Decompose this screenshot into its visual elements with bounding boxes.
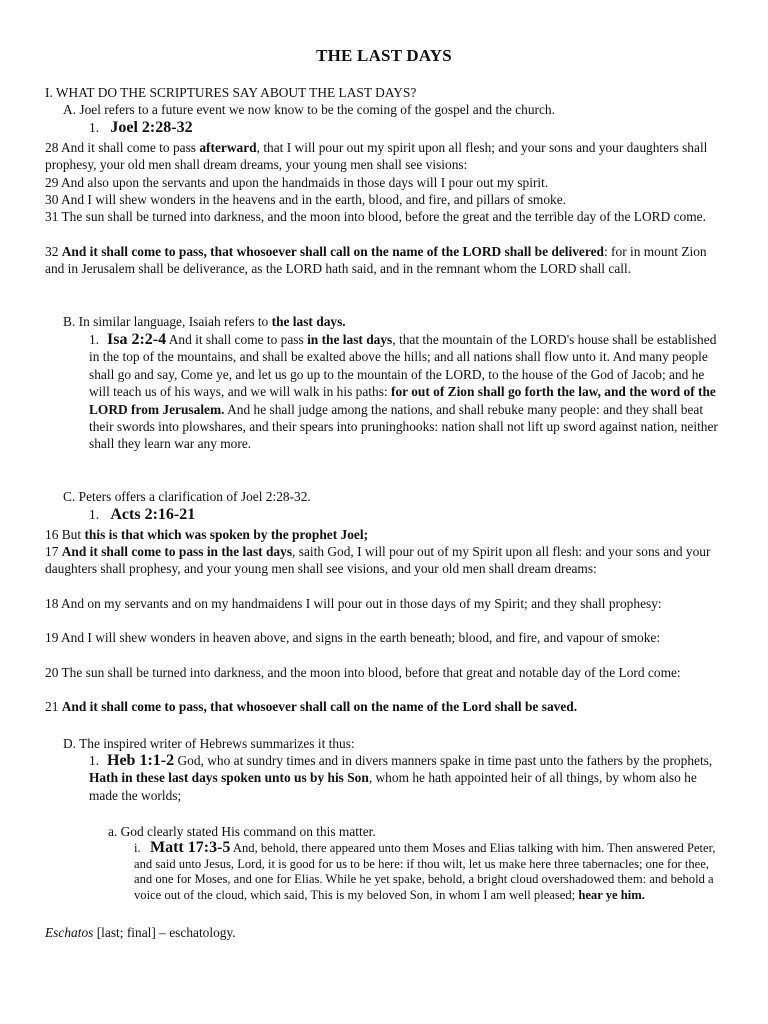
verse-emphasis: And it shall come to pass in the last days bbox=[61, 544, 293, 559]
verse-acts-19: 19 And I will shew wonders in heaven above, and signs in the earth beneath; blood, and fire, and vapour of smoke: bbox=[45, 630, 661, 645]
item-number: 1. bbox=[89, 332, 100, 347]
scripture-ref-isaiah: Isa 2:2-4 bbox=[107, 331, 167, 348]
page-title: THE LAST DAYS bbox=[316, 46, 452, 65]
verse-acts-20: 20 The sun shall be turned into darkness, and the moon into blood, before that great and notable day of the Lord come: bbox=[45, 665, 681, 680]
scripture-ref-matthew: Matt 17:3-5 bbox=[150, 839, 231, 856]
item-matthew bbox=[134, 840, 725, 903]
heading-text: B. In similar language, Isaiah refers to bbox=[63, 314, 272, 329]
passage-text: , whom he hath appointed heir of all things, by whom also he made the worlds; bbox=[89, 770, 697, 803]
item-acts bbox=[89, 506, 725, 523]
item-joel bbox=[89, 119, 725, 136]
item-number: 1. bbox=[89, 507, 100, 522]
passage-text: God, who at sundry times and in divers manners spake in time past unto the fathers by the prophets, bbox=[174, 753, 713, 768]
verse-emphasis: afterward bbox=[199, 140, 257, 155]
verse-acts-21 bbox=[45, 698, 725, 715]
verse-text: 16 But bbox=[45, 527, 85, 542]
verse-joel-29: 29 And also upon the servants and upon the handmaids in those days will I pour out my spirit. bbox=[45, 175, 549, 190]
passage-text: , that the mountain of the LORD's house shall be established in the top of the mountains, and shall be exalted above the hills; and all nations shall flow unto it. And many people shall go and say, Come ye, and let us go up to the mountain of the LORD, to the house of the God of Jacob; and he will teach us of his ways, and we will walk in his paths: bbox=[89, 332, 717, 400]
subheading-c: C. Peters offers a clarification of Joel 2:28-32. bbox=[63, 489, 311, 504]
heading-emphasis: the last days. bbox=[271, 314, 346, 329]
passage-text: And it shall come to pass bbox=[166, 332, 308, 347]
verse-text: 28 And it shall come to pass bbox=[45, 140, 200, 155]
verse-emphasis: this is that which was spoken by the prophet Joel; bbox=[84, 527, 369, 542]
passage-text: And, behold, there appeared unto them Moses and Elias talking with him. Then answered Peter, and said unto Jesus, Lord, it is good for us to be here: if thou wilt, let us make here three tabernacles; one for thee, and one for Moses, and one for Elias. While he yet spake, behold, a bright cloud overshadowed them: and behold a voice out of the cloud, which said, This is my beloved Son, in whom I am well pleased; bbox=[134, 841, 716, 902]
passage-emphasis: Hath in these last days spoken unto us by his Son bbox=[89, 770, 369, 786]
item-number: 1. bbox=[89, 120, 100, 135]
footer-note bbox=[45, 924, 725, 941]
verse-text: 17 bbox=[45, 544, 62, 559]
verse-joel-32 bbox=[45, 243, 725, 278]
verse-text: 21 bbox=[45, 699, 62, 714]
subheading-a: A. Joel refers to a future event we now know to be the coming of the gospel and the church. bbox=[63, 102, 555, 117]
section-heading: I. WHAT DO THE SCRIPTURES SAY ABOUT THE LAST DAYS? bbox=[45, 85, 417, 100]
sub-point-a: a. God clearly stated His command on this matter. bbox=[108, 824, 376, 839]
scripture-ref-hebrews: Heb 1:1-2 bbox=[107, 752, 175, 769]
scripture-ref-acts: Acts 2:16-21 bbox=[110, 506, 196, 523]
passage-emphasis: hear ye him. bbox=[578, 887, 645, 902]
verse-text: , saith God, I will pour out of my Spirit upon all flesh: and your sons and your daughters shall prophesy, and your young men shall see visions, and your old men shall dream dreams: bbox=[45, 544, 711, 577]
verse-joel-31: 31 The sun shall be turned into darkness, and the moon into blood, before the great and the terrible day of the LORD come. bbox=[45, 209, 706, 224]
subheading-d: D. The inspired writer of Hebrews summarizes it thus: bbox=[63, 736, 355, 751]
scripture-ref-joel: Joel 2:28-32 bbox=[110, 119, 193, 136]
verse-acts-16 bbox=[45, 526, 725, 543]
verse-emphasis: And it shall come to pass, that whosoever shall call on the name of the Lord shall be saved. bbox=[61, 699, 578, 714]
passage-emphasis: in the last days bbox=[307, 332, 393, 347]
verse-acts-18: 18 And on my servants and on my handmaidens I will pour out in those days of my Spirit; and they shall prophesy: bbox=[45, 596, 662, 611]
item-number: 1. bbox=[89, 753, 100, 768]
greek-term: Eschatos bbox=[45, 925, 94, 940]
verse-emphasis: And it shall come to pass, that whosoever shall call on the name of the LORD shall be delivered bbox=[61, 244, 604, 259]
verse-text: 32 bbox=[45, 244, 62, 259]
subheading-b bbox=[63, 313, 725, 330]
verse-joel-30: 30 And I will shew wonders in the heavens and in the earth, blood, and fire, and pillars of smoke. bbox=[45, 192, 566, 207]
verse-joel-28 bbox=[45, 139, 725, 174]
verse-acts-17 bbox=[45, 543, 725, 578]
passage-text: And he shall judge among the nations, and shall rebuke many people: and they shall beat their swords into plowshares, and their spears into pruninghooks: nation shall not lift up sword against nation, neither shall they learn war any more. bbox=[89, 401, 718, 452]
verse-text: : for in mount Zion and in Jerusalem shall be deliverance, as the LORD hath said, and in the remnant whom the LORD shall call. bbox=[45, 244, 707, 277]
verse-text: , that I will pour out my spirit upon all flesh; and your sons and your daughters shall prophesy, your old men shall dream dreams, your young men shall see visions: bbox=[45, 140, 708, 173]
definition-text: [last; final] – eschatology. bbox=[93, 925, 236, 940]
item-hebrews bbox=[89, 752, 725, 804]
item-number: i. bbox=[134, 841, 141, 855]
item-isaiah bbox=[89, 331, 725, 453]
passage-emphasis: for out of Zion shall go forth the law, and the word of the LORD from Jerusalem. bbox=[89, 384, 716, 417]
